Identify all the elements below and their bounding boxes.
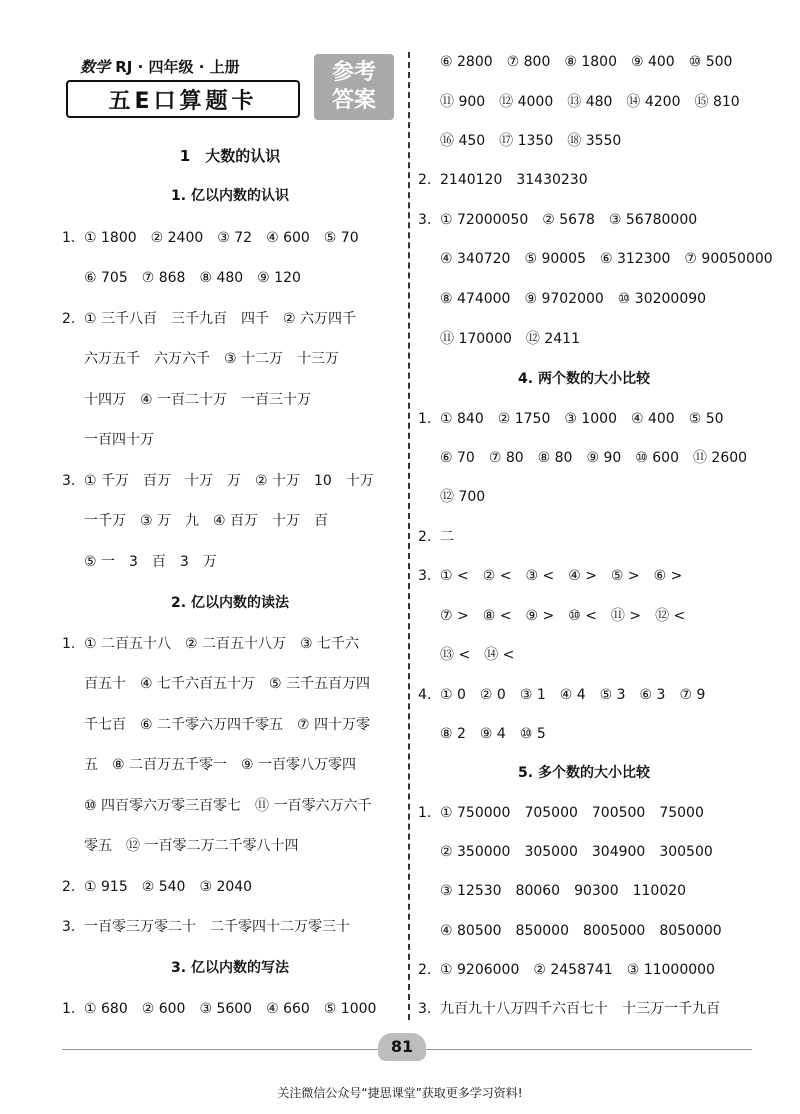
answer-text: ① 0 ② 0 ③ 1 ④ 4 ⑤ 3 ⑥ 3 ⑦ 9: [440, 687, 706, 703]
section-heading: [171, 186, 289, 206]
answer-text: ① 72000050 ② 5678 ③ 56780000: [440, 212, 698, 228]
question-number: 2.: [418, 529, 432, 545]
answer-text: 一千万 ③ 万 九 ④ 百万 十万 百: [84, 513, 329, 529]
chapter-heading: [180, 146, 280, 166]
subject-label: 数学: [80, 58, 111, 76]
answer-line: [418, 566, 682, 586]
column-divider: [408, 52, 410, 1020]
answer-line: [418, 210, 697, 230]
answer-line: [62, 917, 350, 937]
answer-text: 百五十 ④ 七千六百五十万 ⑤ 三千五百万四: [84, 676, 371, 692]
answer-text: ⑥ 705 ⑦ 868 ⑧ 480 ⑨ 120: [84, 270, 301, 286]
answer-line: [418, 960, 715, 980]
question-number: 1.: [62, 1001, 76, 1017]
answer-text: 一百零三万零二十 二千零四十二万零三十: [84, 919, 350, 935]
question-number: 3.: [62, 473, 76, 489]
answer-line: [62, 349, 339, 369]
answer-text: 十四万 ④ 一百二十万 一百三十万: [84, 392, 312, 408]
section-heading: [171, 958, 289, 978]
answer-line: [418, 842, 713, 862]
question-number: 2.: [62, 311, 76, 327]
answer-line: [418, 881, 686, 901]
answer-text: ① 9206000 ② 2458741 ③ 11000000: [440, 962, 715, 978]
answer-text: ① 840 ② 1750 ③ 1000 ④ 400 ⑤ 50: [440, 411, 724, 427]
subject-line: [80, 56, 240, 77]
question-number: 3.: [418, 1001, 432, 1017]
question-number: 2.: [418, 962, 432, 978]
answer-line: [418, 921, 722, 941]
answer-line: [62, 755, 356, 775]
answer-line: [62, 999, 376, 1019]
answer-line: [418, 606, 685, 626]
answer-line: [62, 715, 370, 735]
page-number: 81: [378, 1033, 426, 1061]
answer-text: ③ 12530 80060 90300 110020: [440, 883, 687, 899]
answer-line: [418, 999, 720, 1019]
answer-text: ④ 340720 ⑤ 90005 ⑥ 312300 ⑦ 90050000: [440, 251, 773, 267]
question-number: 3.: [418, 568, 432, 584]
answer-key-badge: [314, 54, 394, 120]
section-heading: [518, 763, 650, 783]
answer-text: ⑥ 2800 ⑦ 800 ⑧ 1800 ⑨ 400 ⑩ 500: [440, 54, 733, 70]
heading-text: 1. 亿以内数的认识: [171, 188, 289, 204]
question-number: 1.: [62, 230, 76, 246]
badge-line-2: 答案: [331, 88, 376, 113]
answer-line: [62, 511, 328, 531]
answer-text: ① 680 ② 600 ③ 5600 ④ 660 ⑤ 1000: [84, 1001, 377, 1017]
answer-text: ⑪ 170000 ⑫ 2411: [440, 331, 580, 347]
answer-line: [418, 131, 621, 151]
edition-label: RJ · 四年级 · 上册: [115, 58, 240, 76]
answer-text: ① 750000 705000 700500 75000: [440, 805, 704, 821]
answer-line: [62, 309, 356, 329]
answer-text: ① 二百五十八 ② 二百五十八万 ③ 七千六: [84, 636, 360, 652]
answer-line: [418, 52, 732, 72]
answer-line: [62, 796, 371, 816]
answer-text: ⑧ 474000 ⑨ 9702000 ⑩ 30200090: [440, 291, 707, 307]
answer-text: ① 千万 百万 十万 万 ② 十万 10 十万: [84, 473, 374, 489]
question-number: 1.: [418, 805, 432, 821]
answer-line: [418, 92, 740, 112]
badge-line-1: 参考: [331, 60, 376, 85]
heading-text: 1 大数的认识: [179, 147, 281, 165]
answer-text: ⑥ 70 ⑦ 80 ⑧ 80 ⑨ 90 ⑩ 600 ⑪ 2600: [440, 450, 748, 466]
answer-text: 五 ⑧ 二百万五千零一 ⑨ 一百零八万零四: [84, 757, 357, 773]
answer-line: [418, 645, 514, 665]
question-number: 1.: [418, 411, 432, 427]
answer-text: 零五 ⑫ 一百零二万二千零八十四: [84, 838, 299, 854]
answer-text: ⑤ 一 3 百 3 万: [84, 554, 217, 570]
answer-line: [418, 448, 747, 468]
answer-line: [62, 430, 154, 450]
answer-text: 二: [440, 529, 454, 545]
heading-text: 3. 亿以内数的写法: [171, 960, 289, 976]
answer-line: [62, 634, 359, 654]
answer-line: [62, 268, 301, 288]
answer-text: 九百九十八万四千六百七十 十三万一千九百: [440, 1001, 720, 1017]
question-number: 2.: [418, 172, 432, 188]
answer-line: [62, 674, 370, 694]
answer-line: [418, 409, 724, 429]
answer-line: [62, 836, 298, 856]
question-number: 2.: [62, 879, 76, 895]
answer-line: [418, 724, 546, 744]
answer-line: [418, 487, 485, 507]
answer-text: ⑦ > ⑧ < ⑨ > ⑩ < ⑪ > ⑫ <: [440, 608, 686, 624]
answer-text: ⑬ < ⑭ <: [440, 647, 515, 663]
footer-note: 关注微信公众号“捷思课堂”获取更多学习资料!: [277, 1086, 523, 1100]
answer-text: ① 915 ② 540 ③ 2040: [84, 879, 253, 895]
answer-line: [62, 390, 311, 410]
answer-text: ④ 80500 850000 8005000 8050000: [440, 923, 722, 939]
answer-text: ⑧ 2 ⑨ 4 ⑩ 5: [440, 726, 546, 742]
answer-text: ⑫ 700: [440, 489, 486, 505]
answer-line: [62, 471, 374, 491]
answer-text: ① < ② < ③ < ④ > ⑤ > ⑥ >: [440, 568, 683, 584]
answer-line: [62, 552, 217, 572]
section-heading: [171, 593, 289, 613]
heading-text: 2. 亿以内数的读法: [171, 595, 289, 611]
answer-text: ① 1800 ② 2400 ③ 72 ④ 600 ⑤ 70: [84, 230, 359, 246]
page-header: [62, 52, 397, 124]
answer-text: 2140120 31430230: [440, 172, 588, 188]
question-number: 1.: [62, 636, 76, 652]
question-number: 4.: [418, 687, 432, 703]
answer-line: [418, 803, 704, 823]
answer-text: ⑩ 四百零六万零三百零七 ⑪ 一百零六万六千: [84, 798, 372, 814]
answer-line: [62, 228, 359, 248]
answer-text: ⑪ 900 ⑫ 4000 ⑬ 480 ⑭ 4200 ⑮ 810: [440, 94, 740, 110]
answer-text: ② 350000 305000 304900 300500: [440, 844, 713, 860]
answer-text: ⑯ 450 ⑰ 1350 ⑱ 3550: [440, 133, 622, 149]
answer-line: [418, 527, 454, 547]
answer-text: 千七百 ⑥ 二千零六万四千零五 ⑦ 四十万零: [84, 717, 371, 733]
answer-line: [418, 249, 773, 269]
answer-line: [418, 685, 705, 705]
question-number: 3.: [62, 919, 76, 935]
answer-text: ① 三千八百 三千九百 四千 ② 六万四千: [84, 311, 357, 327]
answer-text: 六万五千 六万六千 ③ 十二万 十三万: [84, 351, 339, 367]
question-number: 3.: [418, 212, 432, 228]
answer-line: [418, 170, 588, 190]
heading-text: 4. 两个数的大小比较: [518, 371, 650, 387]
heading-text: 5. 多个数的大小比较: [518, 765, 650, 781]
answer-line: [62, 877, 252, 897]
answer-line: [418, 329, 580, 349]
book-title: 五E口算题卡: [66, 80, 300, 118]
section-heading: [518, 369, 650, 389]
answer-line: [418, 289, 706, 309]
answer-text: 一百四十万: [84, 432, 154, 448]
